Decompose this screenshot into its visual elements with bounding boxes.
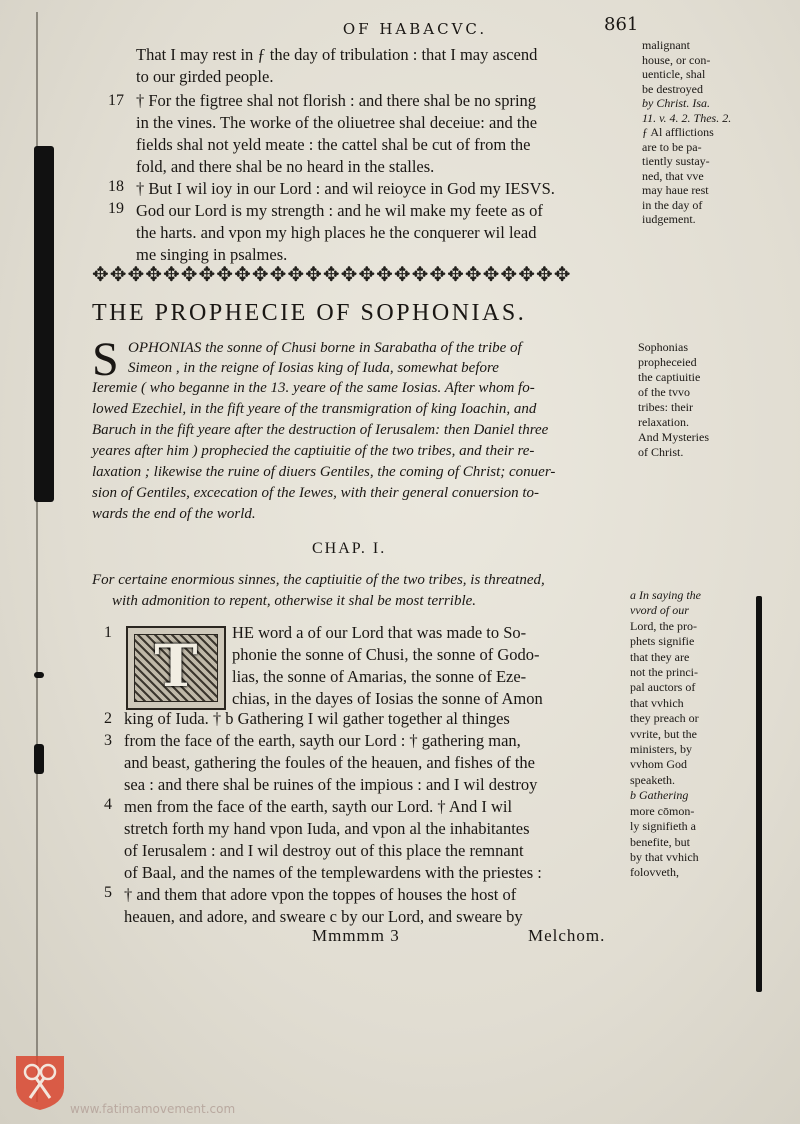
verse-number: 1: [104, 624, 112, 641]
binding-shadow-mark: [34, 744, 44, 774]
margin-note: are to be pa-: [642, 139, 702, 154]
verse-number: 19: [108, 200, 124, 217]
text-line: † But I wil ioy in our Lord : and wil reioyce in God my IESVS.: [136, 179, 555, 198]
text-line: God our Lord is my strength : and he wil make my feete as of: [136, 201, 543, 220]
verse-number: 18: [108, 178, 124, 195]
argument-line: Baruch in the fift yeare after the destruction of Ierusalem: then Daniel three: [92, 422, 549, 438]
margin-note: vvhom God: [630, 757, 687, 772]
margin-notes-chapter: [630, 588, 701, 881]
margin-note: Sophonias: [638, 340, 689, 354]
text-line: and beast, gathering the foules of the heauen, and fishes of the: [124, 753, 535, 772]
text-line: to our girded people.: [136, 67, 274, 86]
text-line: stretch forth my hand vpon Iuda, and vpon al the inhabitantes: [124, 819, 530, 838]
margin-note: by that vvhich: [630, 849, 699, 864]
margin-note: propheceied: [638, 355, 697, 369]
margin-note: iudgement.: [642, 212, 696, 226]
margin-note: ly signifieth a: [630, 819, 696, 834]
drop-initial: S: [92, 333, 119, 386]
text-line: lias, the sonne of Amarias, the sonne of Eze-: [232, 667, 527, 686]
watermark-url: www.fatimamovement.com: [70, 1102, 236, 1116]
margin-note: more cōmon-: [630, 803, 695, 818]
argument-line: Simeon , in the reigne of Iosias king of Iuda, somewhat before: [128, 360, 499, 376]
margin-note: be destroyed: [642, 81, 703, 96]
verse-number: 5: [104, 884, 112, 901]
margin-note: malignant: [642, 38, 690, 52]
text-line: men from the face of the earth, sayth our Lord. † And I wil: [124, 797, 513, 816]
text-line: king of Iuda. † b Gathering I wil gather together al thinges: [124, 709, 510, 728]
margin-note: Lord, the pro-: [630, 618, 697, 633]
margin-note: folovveth,: [630, 865, 679, 880]
margin-note: may haue rest: [642, 183, 709, 197]
margin-note: tiently sustay-: [642, 154, 710, 168]
margin-note: vvrite, but the: [630, 726, 697, 741]
verse-number: 17: [108, 92, 124, 109]
margin-notes-argument: [638, 340, 709, 460]
margin-note: in the day of: [642, 197, 703, 212]
book-title: THE PROPHECIE OF SOPHONIAS.: [92, 300, 527, 326]
margin-note: 11. v. 4. 2. Thes. 2.: [642, 110, 732, 125]
argument-line: OPHONIAS the sonne of Chusi borne in Sarabatha of the tribe of: [128, 340, 522, 356]
margin-note: ministers, by: [630, 742, 692, 757]
margin-note: tribes: their: [638, 400, 693, 414]
catchword: Melchom.: [528, 926, 606, 945]
text-line: sea : and there shal be ruines of the impious : and I wil destroy: [124, 775, 538, 794]
margin-notes-habacuc: [642, 38, 731, 227]
watermark-logo-icon: [14, 1054, 66, 1112]
margin-note: benefite, but: [630, 834, 690, 849]
right-edge-bar: [756, 596, 762, 992]
chapter-heading: CHAP. I.: [312, 540, 387, 557]
margin-note: And Mysteries: [638, 430, 709, 444]
margin-note: house, or con-: [642, 52, 711, 67]
text-line: in the vines. The worke of the oliuetree shal deceiue: and the: [136, 113, 538, 132]
margin-note: vvord of our: [630, 603, 689, 618]
text-line: phonie the sonne of Chusi, the sonne of Godo-: [232, 645, 540, 664]
margin-note: relaxation.: [638, 415, 689, 429]
argument-line: lowed Ezechiel, in the fift yeare of the transmigration of king Ioachin, and: [92, 401, 537, 417]
margin-note: the captiuitie: [638, 370, 701, 384]
page-number: 861: [604, 14, 639, 35]
text-line: chias, in the dayes of Iosias the sonne of Amon: [232, 689, 543, 708]
margin-note: speaketh.: [630, 772, 675, 787]
margin-note: ned, that vve: [642, 168, 704, 183]
margin-note: uenticle, shal: [642, 67, 706, 81]
argument-line: yeares after him ) prophecied the captiuitie of the two tribes, and their re-: [92, 443, 535, 459]
running-title: OF HABACVC.: [342, 20, 488, 38]
margin-note: of Christ.: [638, 445, 684, 459]
text-line: of Baal, and the names of the templewardens with the priestes :: [124, 863, 542, 882]
text-line: fields shal not yeld meate : the cattel shal be cut of from the: [136, 135, 531, 154]
margin-note: ƒ Al afflictions: [642, 125, 714, 139]
argument-line: wards the end of the world.: [92, 506, 256, 522]
text-line: † and them that adore vpon the toppes of houses the host of: [124, 885, 517, 904]
initial-letter: T: [154, 632, 198, 700]
binding-shadow-mark: [34, 672, 44, 678]
text-line: me singing in psalmes.: [136, 245, 288, 264]
summary-line: with admonition to repent, otherwise it shal be most terrible.: [112, 593, 477, 609]
margin-note: they preach or: [630, 711, 699, 726]
margin-note: that vvhich: [630, 695, 684, 710]
verse-number: 4: [104, 796, 112, 813]
margin-note: not the princi-: [630, 665, 698, 680]
margin-note: pal auctors of: [630, 680, 696, 695]
text-line: That I may rest in ƒ the day of tribulation : that I may ascend: [136, 45, 538, 64]
margin-note: b Gathering: [630, 788, 689, 803]
margin-note: by Christ. Isa.: [642, 96, 711, 110]
text-line: † For the figtree shal not florish : and there shal be no spring: [136, 91, 537, 110]
decorated-initial-T: [126, 626, 226, 710]
verse-number: 2: [104, 710, 112, 727]
text-line: of Ierusalem : and I wil destroy out of this place the remnant: [124, 841, 524, 860]
argument-line: laxation ; likewise the ruine of diuers Gentiles, the coming of Christ; conuer-: [92, 464, 556, 480]
text-line: HE word a of our Lord that was made to So-: [232, 623, 527, 642]
margin-note: a In saying the: [630, 588, 701, 602]
margin-note: that they are: [630, 649, 690, 664]
verse-number: 3: [104, 732, 112, 749]
margin-note: of the tvvo: [638, 385, 690, 399]
text-line: from the face of the earth, sayth our Lord : † gathering man,: [124, 731, 521, 750]
argument-line: sion of Gentiles, excecation of the Iewes, with their general conuersion to-: [92, 485, 539, 501]
text-line: the harts. and vpon my high places he the conquerer wil lead: [136, 223, 537, 242]
summary-line: For certaine enormious sinnes, the captiuitie of the two tribes, is threatned,: [92, 572, 545, 588]
margin-note: phets signifie: [630, 634, 695, 649]
text-line: fold, and there shal be no heard in the stalles.: [136, 157, 435, 176]
binding-shadow-bar: [34, 146, 54, 502]
argument-line: Ieremie ( who beganne in the 13. yeare of the same Iosias. After whom fo-: [92, 380, 535, 396]
ornamental-border: ✥✥✥✥✥✥✥✥✥✥✥✥✥✥✥✥✥✥✥✥✥✥✥✥✥✥✥: [92, 262, 572, 286]
text-line: heauen, and adore, and sweare c by our Lord, and sweare by: [124, 907, 523, 926]
signature-mark: Mmmmm 3: [312, 926, 400, 945]
